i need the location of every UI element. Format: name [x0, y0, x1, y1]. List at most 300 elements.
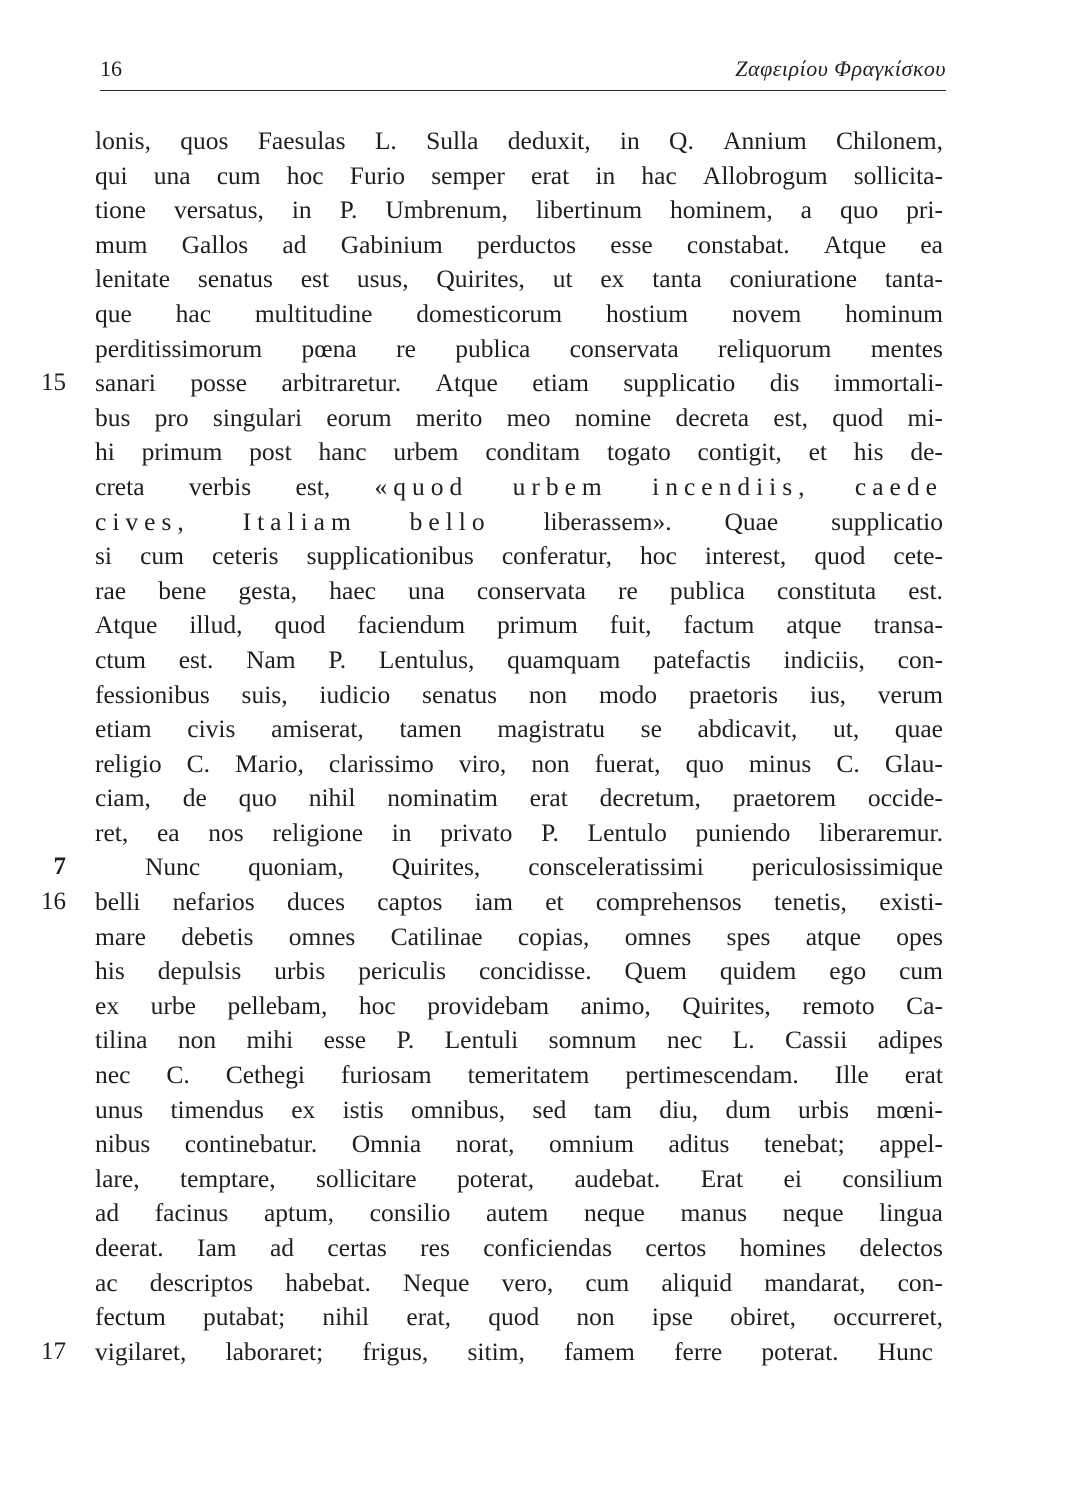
word: perductos	[476, 229, 577, 259]
word: consilio	[369, 1198, 451, 1228]
word: L.	[374, 126, 397, 155]
word: Quirites,	[682, 990, 771, 1020]
word: esse	[323, 1025, 367, 1055]
word: sitim,	[467, 1336, 525, 1366]
line-text	[95, 505, 943, 540]
word: ei	[783, 1163, 802, 1193]
line-text	[95, 193, 943, 228]
word: Allobrogum	[702, 160, 828, 190]
word: re	[618, 575, 638, 605]
word: haec	[329, 575, 376, 605]
word: est	[300, 264, 330, 294]
word: meo	[506, 402, 551, 432]
word: ex	[95, 990, 120, 1020]
word: delectos	[859, 1233, 943, 1262]
word: P.	[339, 195, 358, 225]
word: quod	[832, 402, 884, 432]
word: Ca-	[906, 990, 943, 1020]
word: praetoris	[688, 679, 779, 709]
word: quo	[238, 783, 277, 813]
word: cum	[216, 160, 261, 190]
word: gesta,	[238, 575, 298, 605]
word: Chilonem,	[836, 126, 943, 155]
word: poterat,	[456, 1163, 535, 1193]
word: quae	[894, 714, 943, 744]
word: hoc	[286, 160, 324, 190]
word: bello	[409, 506, 491, 536]
text-line	[0, 1162, 1081, 1197]
word: fuerat,	[594, 748, 661, 778]
word: non	[177, 1025, 217, 1055]
word: urbem	[512, 471, 608, 501]
word: vigilaret,	[95, 1336, 187, 1366]
word: constabat.	[686, 229, 790, 259]
text-line	[0, 643, 1081, 678]
line-text	[145, 850, 943, 885]
line-text	[95, 470, 943, 505]
text-line	[0, 193, 1081, 228]
word: ut,	[832, 714, 860, 744]
word: pri-	[906, 195, 943, 225]
word: frigus,	[362, 1336, 429, 1366]
word: et	[545, 887, 564, 917]
word: ego	[829, 956, 867, 986]
word: omnibus,	[410, 1094, 506, 1124]
word: sanari	[95, 368, 156, 398]
word: ctum	[95, 644, 146, 674]
word: sollicita-	[853, 160, 943, 190]
word: nomine	[574, 402, 652, 432]
word: deerat.	[95, 1233, 164, 1262]
word: minus	[748, 748, 812, 778]
word: eorum	[326, 402, 392, 432]
word: ut	[552, 264, 573, 294]
word: liberassem».	[543, 506, 672, 536]
text-line	[0, 262, 1081, 297]
word: hominem,	[670, 195, 773, 225]
word: quoniam,	[248, 852, 344, 882]
text-line	[0, 470, 1081, 505]
word: somnum	[548, 1025, 637, 1055]
word: novem	[731, 298, 802, 328]
word: una	[153, 160, 191, 190]
word: occurreret,	[833, 1302, 943, 1332]
word: in	[595, 160, 616, 190]
word: cete-	[893, 541, 943, 571]
word: ad	[95, 1198, 120, 1228]
text-line	[0, 159, 1081, 194]
text-line	[0, 124, 1081, 159]
word: que	[95, 298, 132, 328]
text-line	[0, 366, 1081, 401]
word: urbe	[150, 990, 196, 1020]
word: ea	[920, 229, 943, 259]
word: erat	[531, 160, 570, 190]
line-text	[95, 747, 943, 782]
word: neque	[782, 1198, 844, 1228]
word: coniuratione	[729, 264, 858, 294]
word: transa-	[873, 610, 943, 640]
word: iudicio	[319, 679, 391, 709]
word: si	[95, 541, 113, 571]
word: occide-	[867, 783, 943, 813]
word: indiciis,	[783, 644, 865, 674]
word: est,	[295, 471, 331, 501]
word: audebat.	[574, 1163, 661, 1193]
word: Omnia	[351, 1129, 422, 1159]
word: de-	[910, 437, 943, 467]
running-head: Ζαφειρίου Φραγκίσκου	[735, 56, 946, 81]
word: Furio	[349, 160, 406, 190]
word: aliquid	[661, 1267, 733, 1297]
word: pœna	[301, 333, 357, 363]
word: Quae	[724, 506, 779, 536]
word: spes	[726, 921, 771, 951]
word: religione	[272, 817, 364, 847]
word: bus	[95, 402, 131, 432]
word: tilina	[95, 1025, 148, 1055]
word: Nunc	[145, 852, 201, 882]
word: nihil	[308, 783, 356, 813]
text-line	[0, 885, 1081, 920]
line-text	[95, 1196, 943, 1231]
word: con-	[897, 1267, 943, 1297]
text-line	[0, 228, 1081, 263]
word: religio	[95, 748, 162, 778]
line-text	[95, 1162, 943, 1197]
word: hac	[175, 298, 212, 328]
word: sed	[532, 1094, 567, 1124]
word: res	[420, 1233, 450, 1262]
word: civis	[187, 714, 236, 744]
word: mentes	[870, 333, 943, 363]
word: Italiam	[242, 506, 357, 536]
line-text	[95, 1023, 943, 1058]
line-text	[95, 366, 943, 401]
word: concidisse.	[478, 956, 592, 986]
text-line	[0, 332, 1081, 367]
word: pellebam,	[227, 990, 328, 1020]
word: patefactis	[653, 644, 751, 674]
word: erat,	[406, 1302, 451, 1332]
word: primum	[497, 610, 578, 640]
word: magistratu	[497, 714, 606, 744]
line-text	[95, 574, 943, 609]
line-text	[95, 816, 943, 851]
word: iam	[474, 887, 513, 917]
word: supplicatio	[831, 506, 943, 536]
word: depulsis	[157, 956, 242, 986]
word: abdicavit,	[697, 714, 798, 744]
word: P.	[541, 817, 559, 847]
word: L.	[732, 1025, 755, 1055]
word: dis	[769, 368, 800, 398]
line-text	[95, 678, 943, 713]
word: neque	[583, 1198, 645, 1228]
line-text	[95, 332, 943, 367]
margin-number: 16	[41, 888, 66, 916]
word: interest,	[704, 541, 787, 571]
line-text	[95, 885, 943, 920]
word: publica	[669, 575, 745, 605]
word: libertinum	[535, 195, 643, 225]
word: non	[528, 679, 568, 709]
word: merito	[415, 402, 483, 432]
word: privato	[440, 817, 513, 847]
line-text	[95, 539, 943, 574]
text-line	[0, 435, 1081, 470]
word: supplicatio	[623, 368, 736, 398]
word: publica	[455, 333, 531, 363]
word: aditus	[668, 1129, 730, 1159]
word: versatus,	[173, 195, 264, 225]
word: furiosam	[340, 1060, 432, 1090]
line-text	[95, 643, 943, 678]
word: nec	[95, 1060, 131, 1090]
word: Cassii	[785, 1025, 848, 1055]
word: et	[808, 437, 827, 467]
word: temptare,	[180, 1163, 276, 1193]
word: de	[182, 783, 207, 813]
line-text	[95, 1093, 943, 1128]
line-text	[95, 228, 943, 263]
word: belli	[95, 887, 141, 917]
text-line	[0, 608, 1081, 643]
word: tenetis,	[773, 887, 847, 917]
text-line	[0, 401, 1081, 436]
word: conditam	[485, 437, 581, 467]
text-line	[0, 1127, 1081, 1162]
word: ad	[282, 229, 307, 259]
word: mi-	[907, 402, 943, 432]
word: Sulla	[426, 126, 479, 155]
word: his	[853, 437, 884, 467]
text-line	[0, 989, 1081, 1024]
word: arbitraretur.	[281, 368, 402, 398]
word: sollicitare	[315, 1163, 417, 1193]
word: erat	[904, 1060, 943, 1090]
word: etiam	[532, 368, 589, 398]
word: Faesulas	[257, 126, 346, 155]
word: caede	[854, 471, 943, 501]
text-line	[0, 920, 1081, 955]
body-text	[0, 124, 1081, 1369]
word: Atque	[823, 229, 887, 259]
word: appel-	[879, 1129, 943, 1159]
word: perditissimorum	[95, 333, 263, 363]
word: captos	[377, 887, 443, 917]
line-text	[95, 401, 943, 436]
word: a	[800, 195, 812, 225]
line-text	[95, 1335, 933, 1370]
line-text	[95, 920, 943, 955]
text-line	[0, 1300, 1081, 1335]
word: in	[291, 195, 312, 225]
word: certas	[327, 1233, 387, 1262]
word: Ille	[834, 1060, 869, 1090]
word: «quod	[374, 471, 469, 501]
word: semper	[431, 160, 505, 190]
text-line	[0, 1023, 1081, 1058]
word: adipes	[877, 1025, 943, 1055]
word: hostium	[605, 298, 689, 328]
word: ad	[269, 1233, 295, 1262]
word: cum	[140, 541, 184, 571]
word: etiam	[95, 714, 152, 744]
word: tenebat;	[764, 1129, 845, 1159]
line-text	[95, 1058, 943, 1093]
word: C.	[186, 748, 211, 778]
word: Annium	[723, 126, 807, 155]
word: clarissimo	[328, 748, 434, 778]
word: autem	[486, 1198, 549, 1228]
word: unus	[95, 1094, 144, 1124]
word: existi-	[879, 887, 943, 917]
word: creta	[95, 471, 145, 501]
word: pertimescendam.	[625, 1060, 799, 1090]
word: timendus	[170, 1094, 264, 1124]
word: Lentulus,	[378, 644, 475, 674]
word: rae	[95, 575, 127, 605]
word: omnium	[549, 1129, 635, 1159]
word: norat,	[455, 1129, 515, 1159]
word: con-	[897, 644, 943, 674]
word: nec	[666, 1025, 703, 1055]
word: non	[531, 748, 570, 778]
line-text	[95, 781, 943, 816]
word: qui	[95, 160, 128, 190]
line-text	[95, 954, 943, 989]
word: senatus	[197, 264, 273, 294]
word: Quem	[624, 956, 687, 986]
line-text	[95, 262, 943, 297]
word: viro,	[458, 748, 507, 778]
word: vero,	[501, 1267, 554, 1297]
word: non	[576, 1302, 615, 1332]
word: post	[249, 437, 292, 467]
word: primum	[141, 437, 223, 467]
word: faciendum	[357, 610, 466, 640]
line-text	[95, 297, 943, 332]
word: in	[619, 126, 640, 155]
page-number: 16	[100, 56, 122, 81]
word: contigit,	[697, 437, 782, 467]
word: lingua	[879, 1198, 943, 1228]
word: ceteris	[212, 541, 279, 571]
word: quod	[274, 610, 326, 640]
word: ea	[156, 817, 180, 847]
text-line	[0, 781, 1081, 816]
word: deduxit,	[507, 126, 591, 155]
line-text	[95, 124, 943, 159]
word: est.	[908, 575, 943, 605]
text-line	[0, 1335, 1081, 1370]
word: periculosissimique	[751, 852, 943, 882]
text-line	[0, 954, 1081, 989]
word: fuit,	[609, 610, 652, 640]
word: hac	[641, 160, 677, 190]
text-line	[0, 539, 1081, 574]
word: providebam	[427, 990, 550, 1020]
word: tione	[95, 195, 146, 225]
word: ret,	[95, 817, 129, 847]
text-line	[0, 297, 1081, 332]
word: domesticorum	[416, 298, 563, 328]
word: aptum,	[263, 1198, 335, 1228]
word: his	[95, 956, 125, 986]
word: Gabinium	[340, 229, 443, 259]
word: esse	[610, 229, 653, 259]
word: urbis	[274, 956, 326, 986]
word: suis,	[241, 679, 288, 709]
word: pro	[154, 402, 189, 432]
word: obiret,	[730, 1302, 797, 1332]
word: immortali-	[833, 368, 943, 398]
word: mœni-	[876, 1094, 943, 1124]
word: amiserat,	[271, 714, 364, 744]
word: laboraret;	[225, 1336, 324, 1366]
word: hanc	[318, 437, 367, 467]
text-line	[0, 747, 1081, 782]
word: hoc	[640, 541, 677, 571]
word: hi	[95, 437, 115, 467]
word: ac	[95, 1267, 118, 1297]
word: atque	[805, 921, 861, 951]
word: urbis	[798, 1094, 850, 1124]
word: una	[408, 575, 445, 605]
word: ex	[600, 264, 625, 294]
word: putabat;	[203, 1302, 286, 1332]
word: usus,	[356, 264, 409, 294]
word: quidem	[719, 956, 797, 986]
margin-number: 17	[41, 1337, 66, 1365]
word: C.	[166, 1060, 190, 1090]
text-line	[0, 1196, 1081, 1231]
word: erat	[529, 783, 568, 813]
word: ciam,	[95, 783, 151, 813]
word: modo	[598, 679, 658, 709]
word: Cethegi	[225, 1060, 306, 1090]
word: Nam	[246, 644, 296, 674]
word: diu,	[659, 1094, 699, 1124]
word: consilium	[842, 1163, 943, 1193]
word: supplicationibus	[306, 541, 474, 571]
word: cum	[899, 956, 943, 986]
word: hoc	[358, 990, 396, 1020]
word: Umbrenum,	[385, 195, 508, 225]
word: est.	[178, 644, 214, 674]
word: conficiendas	[483, 1233, 613, 1262]
word: Q.	[669, 126, 694, 155]
word: lare,	[95, 1163, 140, 1193]
word: Atque	[435, 368, 498, 398]
word: incendiis,	[652, 471, 811, 501]
word: remoto	[802, 990, 875, 1020]
word: omnes	[288, 921, 356, 951]
word: nihil	[322, 1302, 370, 1332]
word: Gallos	[181, 229, 249, 259]
text-line	[0, 1231, 1081, 1266]
line-text	[95, 1266, 943, 1301]
word: constituta	[777, 575, 877, 605]
line-text	[95, 1300, 943, 1335]
line-text	[95, 159, 943, 194]
line-text	[95, 608, 943, 643]
text-line	[0, 505, 1081, 540]
word: mare	[95, 921, 146, 951]
word: togato	[606, 437, 671, 467]
word: Lentulo	[587, 817, 667, 847]
